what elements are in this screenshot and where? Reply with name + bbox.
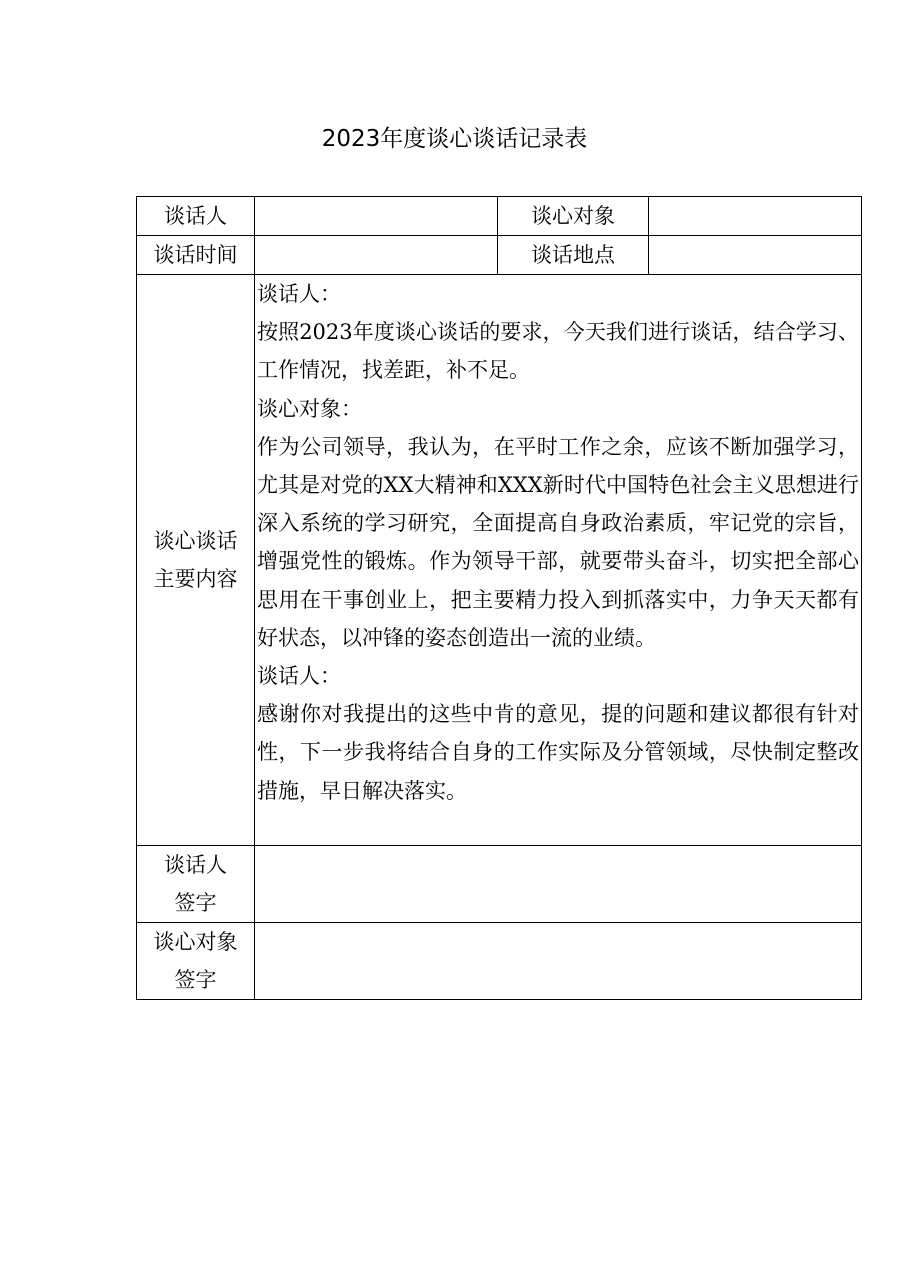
target-label: 谈心对象 — [498, 197, 649, 236]
content-label-line2: 主要内容 — [153, 567, 238, 591]
target-sign-label-line1: 谈心对象 — [153, 930, 238, 954]
row-time-place — [137, 236, 862, 275]
content-label — [137, 275, 255, 846]
target-sign-label-line2: 签字 — [174, 968, 217, 992]
speaker-signature-field[interactable] — [255, 846, 862, 923]
place-label: 谈话地点 — [498, 236, 649, 275]
content-label-line1: 谈心谈话 — [153, 529, 238, 553]
speaker-sign-label-line1: 谈话人 — [164, 853, 227, 877]
content-target-heading: 谈心对象： — [257, 396, 362, 421]
row-speaker-signature — [137, 846, 862, 923]
speaker-field[interactable] — [255, 197, 498, 236]
row-main-content — [137, 275, 862, 846]
content-body[interactable] — [255, 275, 862, 846]
content-paragraph: 作为公司领导，我认为，在平时工作之余，应该不断加强学习，尤其是对党的XX大精神和XXX新时代中国特色社会主义思想进行深入系统的学习研究，全面提高自身政治素质，牢记党的宗旨，增强党性的锻炼。作为领导干部，就要带头奋斗，切实把全部心思用在干事创业上，把主要精力投入到抓落实中，力争天天都有好状态，以冲锋的姿态创造出一流的业绩。 — [257, 434, 859, 650]
content-paragraph: 按照2023年度谈心谈话的要求，今天我们进行谈话，结合学习、工作情况，找差距，补不足。 — [257, 320, 859, 383]
time-label: 谈话时间 — [137, 236, 255, 275]
talk-record-table — [136, 196, 862, 1000]
target-field[interactable] — [649, 197, 862, 236]
row-target-signature — [137, 923, 862, 1000]
place-field[interactable] — [649, 236, 862, 275]
row-speaker-target — [137, 197, 862, 236]
content-paragraph: 感谢你对我提出的这些中肯的意见，提的问题和建议都很有针对性，下一步我将结合自身的工作实际及分管领域，尽快制定整改措施，早日解决落实。 — [257, 702, 859, 803]
speaker-sign-label — [137, 846, 255, 923]
speaker-sign-label-line2: 签字 — [174, 891, 217, 915]
target-signature-field[interactable] — [255, 923, 862, 1000]
document-title: 2023年度谈心谈话记录表 — [321, 126, 588, 152]
content-speaker-heading: 谈话人： — [257, 282, 341, 306]
target-sign-label — [137, 923, 255, 1000]
speaker-label: 谈话人 — [137, 197, 255, 236]
content-speaker-heading: 谈话人： — [257, 664, 341, 689]
time-field[interactable] — [255, 236, 498, 275]
